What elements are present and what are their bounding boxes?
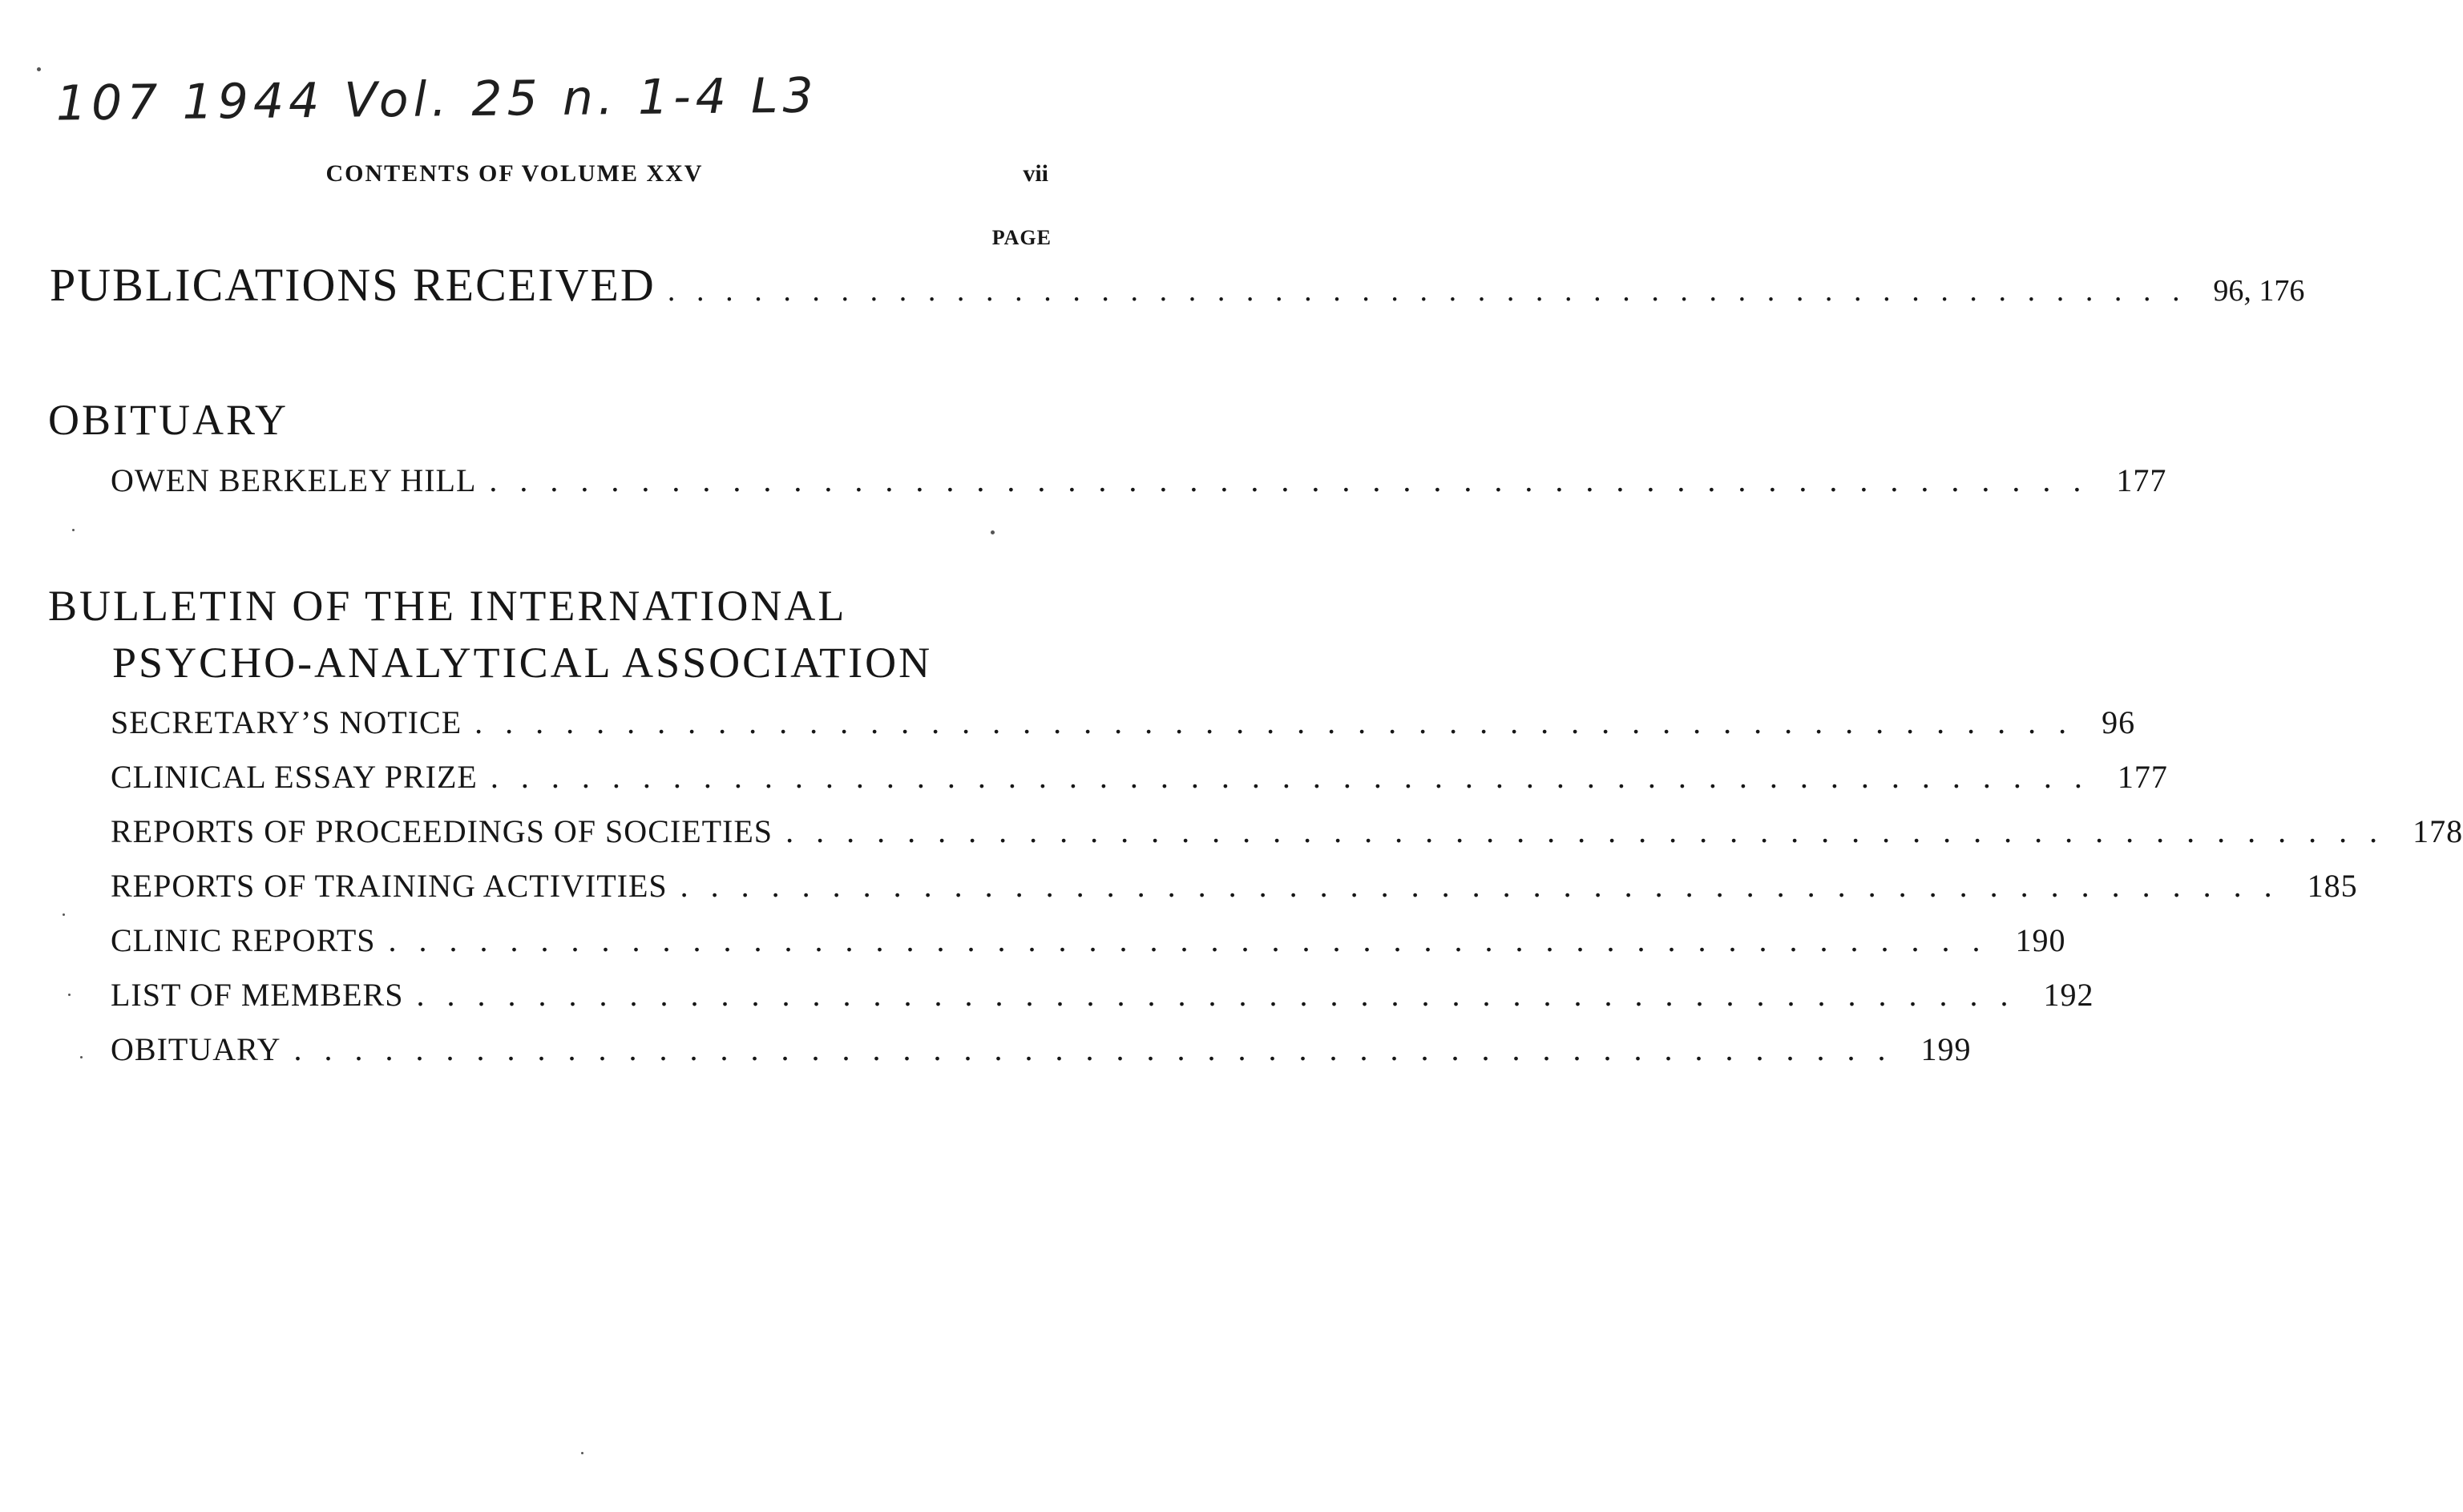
dot-leader: ..................................................... [489, 462, 2104, 498]
toc-entry-page: 96, 176 [2213, 274, 2305, 308]
toc-entry-title: CLINICAL ESSAY PRIZE [111, 759, 478, 795]
toc-entry-title: CLINIC REPORTS [111, 922, 376, 958]
page-column-label: PAGE [991, 226, 1052, 249]
dot-leader: ..................................................... [474, 704, 2090, 740]
toc-entry-page: 177 [2116, 462, 2167, 498]
dot-leader: ..................................................... [680, 868, 2295, 904]
toc-entry-page: 185 [2307, 868, 2358, 904]
toc-entry [111, 462, 2167, 499]
toc-entry [111, 704, 2136, 741]
toc-entry-title: REPORTS OF PROCEEDINGS OF SOCIETIES [111, 813, 773, 849]
dot-leader: ..................................................... [490, 759, 2105, 795]
toc-entry-title: OBITUARY [111, 1031, 281, 1067]
dot-leader: ..................................................... [785, 813, 2400, 849]
toc-entry-page: 96 [2102, 704, 2136, 740]
section-heading-obituary: OBITUARY [48, 396, 289, 444]
dot-leader: ..................................................... [293, 1031, 1908, 1067]
toc-entry-publications-received [50, 258, 2305, 312]
toc-entry-title: REPORTS OF TRAINING ACTIVITIES [111, 868, 668, 904]
running-head: CONTENTS OF VOLUME XXV [325, 160, 704, 187]
toc-entry [111, 976, 2094, 1014]
toc-entry-title: OWEN BERKELEY HILL [111, 462, 477, 498]
dot-leader: ..................................................... [388, 922, 2003, 958]
toc-entry [111, 812, 2463, 850]
toc-entry-page: 178 [2413, 813, 2463, 849]
toc-entry-page: 199 [1920, 1031, 1972, 1067]
handwritten-shelf-note: 107 1944 Vol. 25 n. 1-4 L3 [55, 67, 818, 132]
toc-entry-page: 177 [2117, 759, 2168, 795]
dot-leader: ..................................................... [667, 274, 2202, 308]
toc-entry-page: 190 [2015, 922, 2066, 958]
toc-entry [111, 758, 2168, 796]
toc-entry-title: LIST OF MEMBERS [111, 977, 404, 1013]
dot-leader: ..................................................... [416, 977, 2031, 1013]
section-heading-bulletin-line-2: PSYCHO-ANALYTICAL ASSOCIATION [112, 639, 933, 687]
toc-entry-title: PUBLICATIONS RECEIVED [50, 259, 656, 311]
toc-entry-title: SECRETARY’S NOTICE [111, 704, 462, 740]
toc-entry [111, 867, 2358, 905]
toc-entry [111, 1030, 1972, 1068]
folio-page-number: vii [1023, 160, 1048, 187]
toc-entry-page: 192 [2043, 977, 2094, 1013]
section-heading-bulletin-line-1: BULLETIN OF THE INTERNATIONAL [48, 582, 847, 630]
toc-entry [111, 921, 2066, 959]
